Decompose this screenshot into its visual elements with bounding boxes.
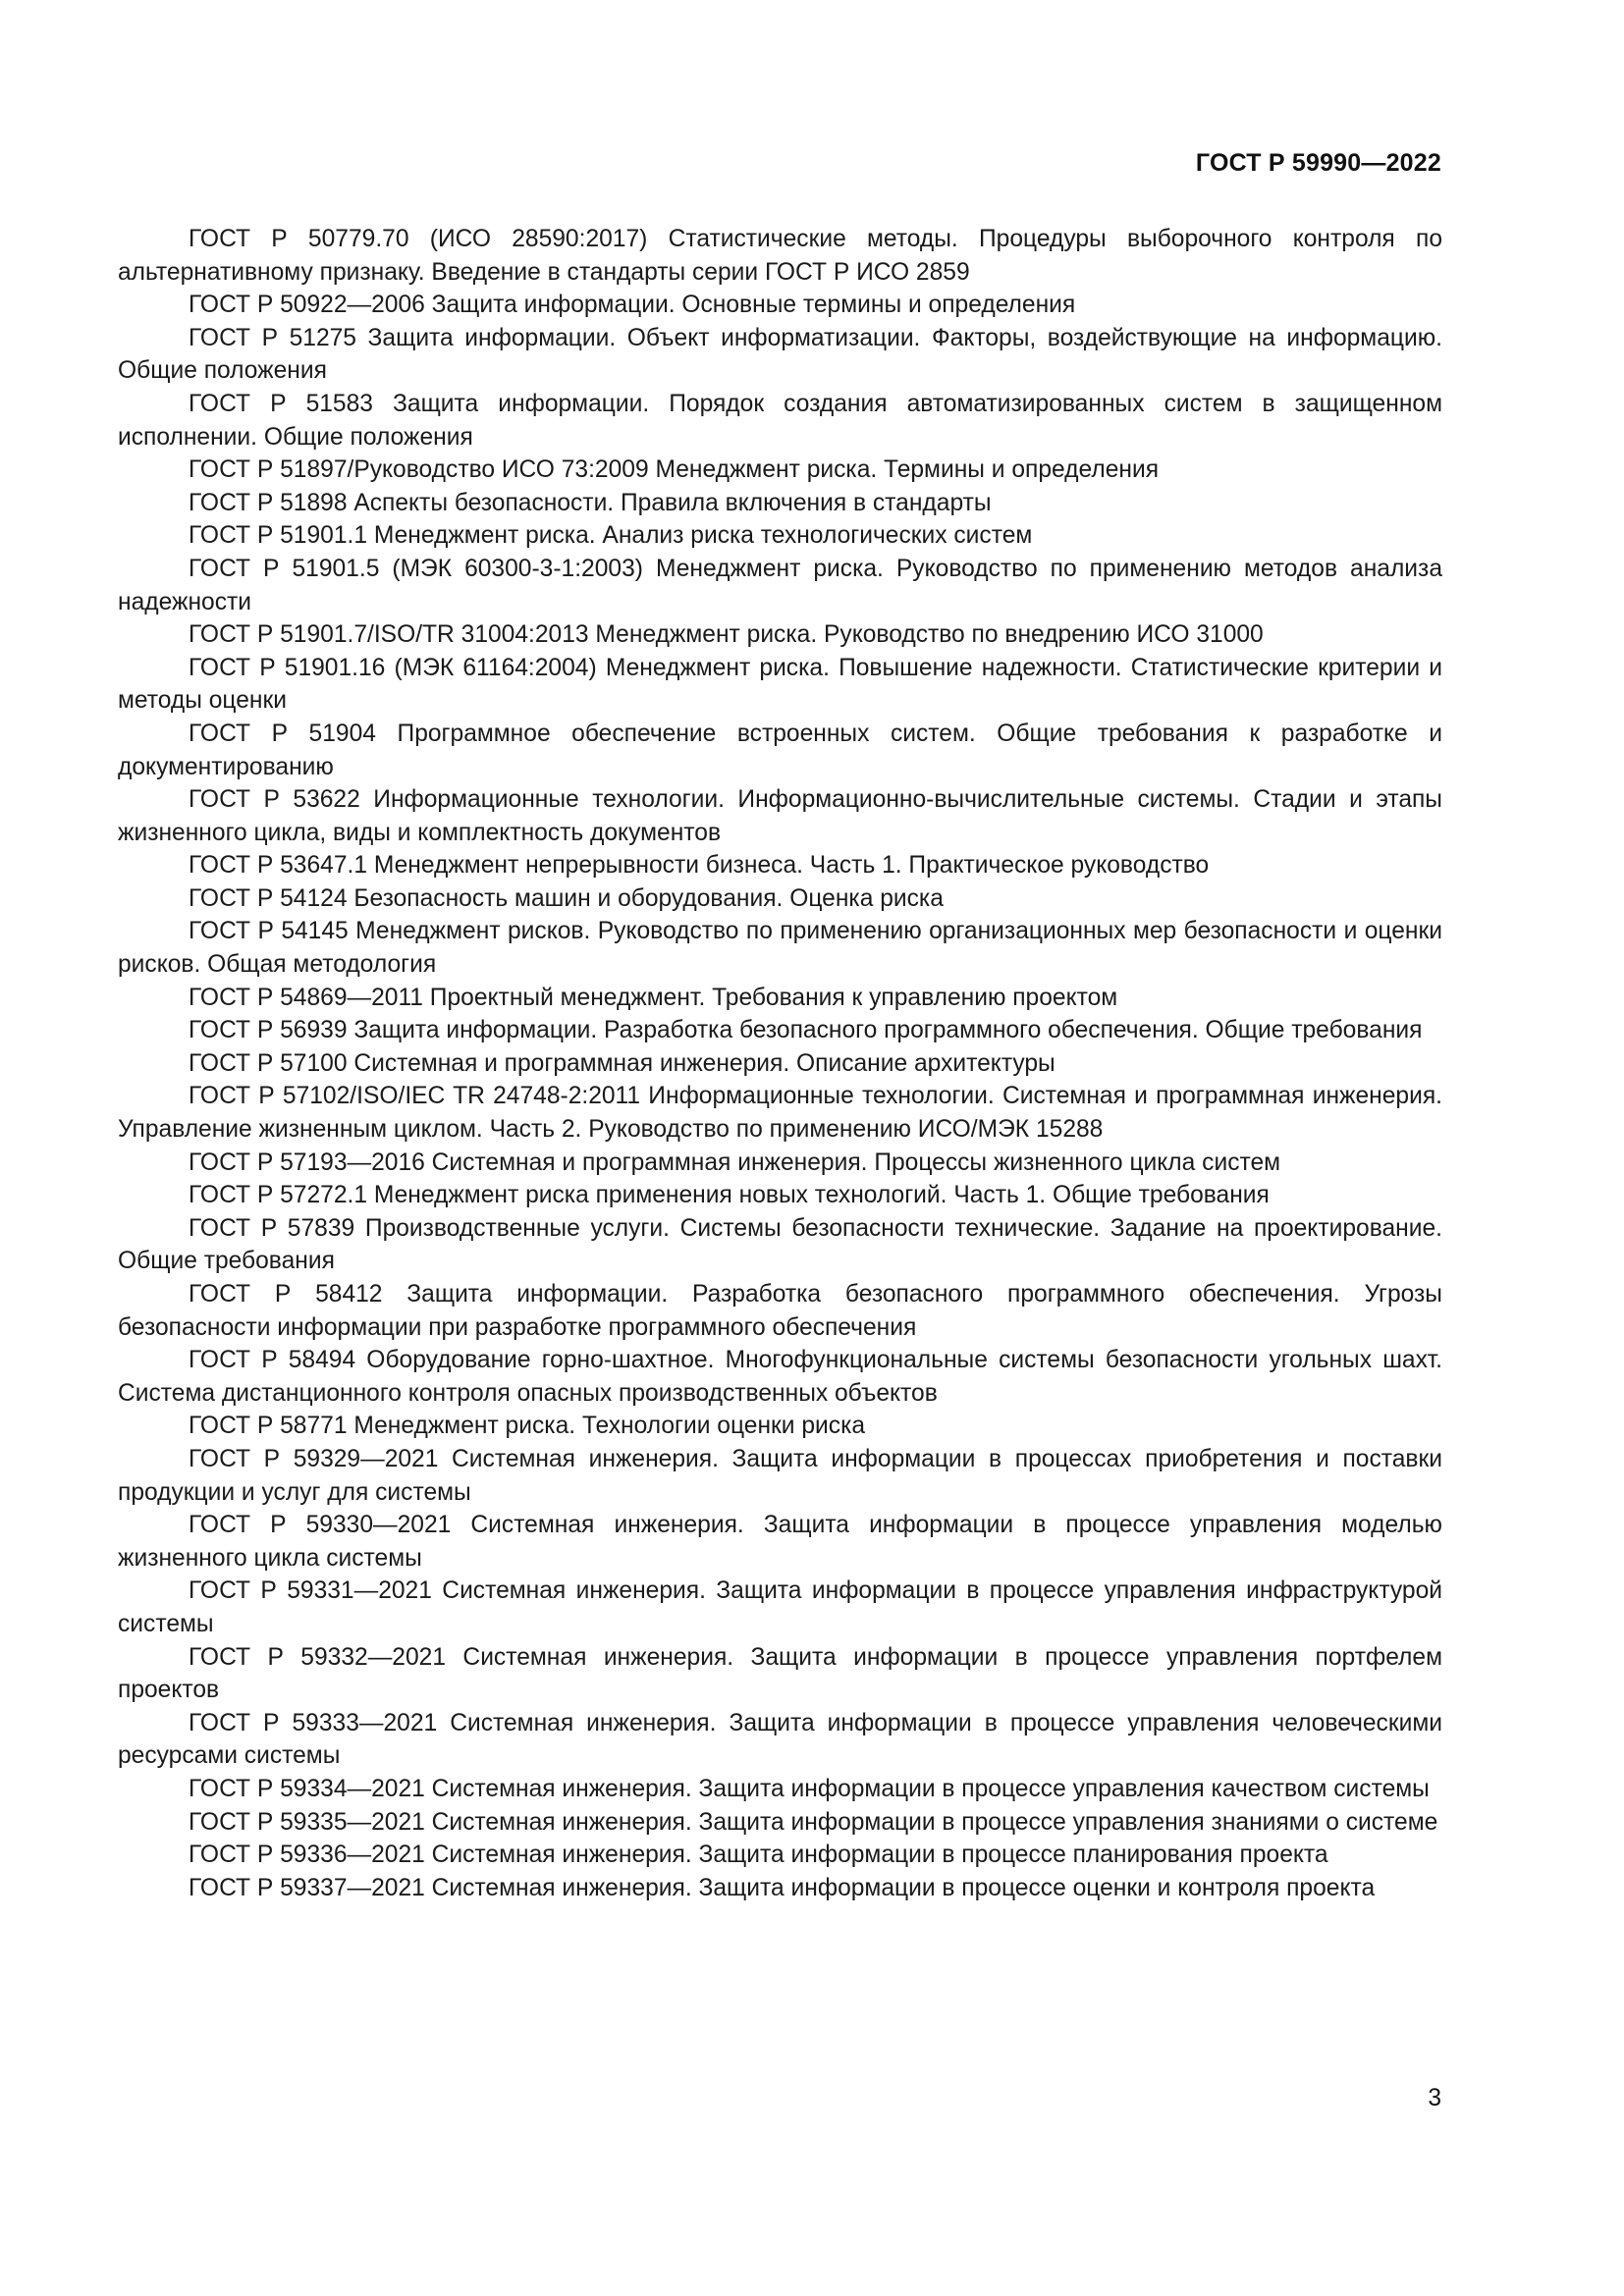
- reference-entry: ГОСТ Р 50779.70 (ИСО 28590:2017) Статистические методы. Процедуры выборочного контроля по альтернативному признаку. Введение в стандарты серии ГОСТ Р ИСО 2859: [118, 226, 1442, 286]
- reference-entry: ГОСТ Р 59329—2021 Системная инженерия. Защита информации в процессах приобретения и поставки продукции и услуг для системы: [118, 1445, 1442, 1506]
- reference-entry: ГОСТ Р 58771 Менеджмент риска. Технологии оценки риска: [189, 1413, 866, 1440]
- reference-entry: ГОСТ Р 59334—2021 Системная инженерия. Защита информации в процессе управления качеством системы: [189, 1775, 1430, 1802]
- standard-code-header: ГОСТ Р 59990—2022: [1195, 149, 1441, 177]
- reference-entry: ГОСТ Р 51583 Защита информации. Порядок создания автоматизированных систем в защищенном исполнении. Общие положения: [118, 390, 1442, 451]
- reference-entry: ГОСТ Р 59331—2021 Системная инженерия. Защита информации в процессе управления инфраструктурой системы: [118, 1577, 1442, 1637]
- reference-entry: ГОСТ Р 51901.16 (МЭК 61164:2004) Менеджмент риска. Повышение надежности. Статистические критерии и методы оценки: [118, 654, 1442, 715]
- reference-entry: ГОСТ Р 50922—2006 Защита информации. Основные термины и определения: [189, 292, 1076, 319]
- reference-entry: ГОСТ Р 59332—2021 Системная инженерия. Защита информации в процессе управления портфелем проектов: [118, 1643, 1442, 1704]
- reference-entry: ГОСТ Р 53622 Информационные технологии. Информационно-вычислительные системы. Стадии и этапы жизненного цикла, виды и комплектность документов: [118, 786, 1442, 846]
- normative-references-list: [118, 223, 1442, 1904]
- reference-entry: ГОСТ Р 51901.1 Менеджмент риска. Анализ риска технологических систем: [189, 522, 1033, 550]
- reference-entry: ГОСТ Р 59333—2021 Системная инженерия. Защита информации в процессе управления человеческими ресурсами системы: [118, 1709, 1442, 1770]
- reference-entry: ГОСТ Р 51901.5 (МЭК 60300-3-1:2003) Менеджмент риска. Руководство по применению методов анализа надежности: [118, 555, 1442, 615]
- reference-entry: ГОСТ Р 57100 Системная и программная инженерия. Описание архитектуры: [189, 1049, 1056, 1077]
- reference-entry: ГОСТ Р 59330—2021 Системная инженерия. Защита информации в процессе управления моделью жизненного цикла системы: [118, 1512, 1442, 1572]
- reference-entry: ГОСТ Р 57102/ISO/IEC TR 24748-2:2011 Информационные технологии. Системная и программная инженерия. Управление жизненным циклом. Часть 2. Руководство по применению ИСО/МЭК 15288: [118, 1083, 1442, 1144]
- reference-entry: ГОСТ Р 53647.1 Менеджмент непрерывности бизнеса. Часть 1. Практическое руководство: [189, 852, 1210, 880]
- reference-entry: ГОСТ Р 57193—2016 Системная и программная инженерия. Процессы жизненного цикла систем: [189, 1148, 1281, 1176]
- reference-entry: ГОСТ Р 57272.1 Менеджмент риска применения новых технологий. Часть 1. Общие требования: [189, 1182, 1270, 1209]
- reference-entry: ГОСТ Р 51901.7/ISO/TR 31004:2013 Менеджмент риска. Руководство по внедрению ИСО 31000: [189, 621, 1264, 649]
- reference-entry: ГОСТ Р 58494 Оборудование горно-шахтное. Многофункциональные системы безопасности угольных шахт. Система дистанционного контроля опасных производственных объектов: [118, 1347, 1442, 1407]
- reference-entry: ГОСТ Р 54869—2011 Проектный менеджмент. Требования к управлению проектом: [189, 984, 1118, 1011]
- reference-entry: ГОСТ Р 57839 Производственные услуги. Системы безопасности технические. Задание на проектирование. Общие требования: [118, 1214, 1442, 1275]
- reference-entry: ГОСТ Р 58412 Защита информации. Разработка безопасного программного обеспечения. Угрозы безопасности информации при разработке программного обеспечения: [118, 1281, 1442, 1341]
- reference-entry: ГОСТ Р 51275 Защита информации. Объект информатизации. Факторы, воздействующие на информацию. Общие положения: [118, 324, 1442, 385]
- page-number: 3: [1428, 2085, 1441, 2111]
- reference-entry: ГОСТ Р 59335—2021 Системная инженерия. Защита информации в процессе управления знаниями о системе: [189, 1808, 1438, 1836]
- reference-entry: ГОСТ Р 59336—2021 Системная инженерия. Защита информации в процессе планирования проекта: [189, 1842, 1328, 1869]
- reference-entry: ГОСТ Р 54145 Менеджмент рисков. Руководство по применению организационных мер безопасности и оценки рисков. Общая методология: [118, 918, 1442, 979]
- reference-entry: ГОСТ Р 51897/Руководство ИСО 73:2009 Менеджмент риска. Термины и определения: [189, 456, 1160, 484]
- reference-entry: ГОСТ Р 56939 Защита информации. Разработка безопасного программного обеспечения. Общие требования: [189, 1017, 1423, 1044]
- reference-entry: ГОСТ Р 51904 Программное обеспечение встроенных систем. Общие требования к разработке и документированию: [118, 720, 1442, 780]
- reference-entry: ГОСТ Р 54124 Безопасность машин и оборудования. Оценка риска: [189, 884, 944, 912]
- reference-entry: ГОСТ Р 51898 Аспекты безопасности. Правила включения в стандарты: [189, 489, 992, 516]
- reference-entry: ГОСТ Р 59337—2021 Системная инженерия. Защита информации в процессе оценки и контроля проекта: [189, 1874, 1376, 1901]
